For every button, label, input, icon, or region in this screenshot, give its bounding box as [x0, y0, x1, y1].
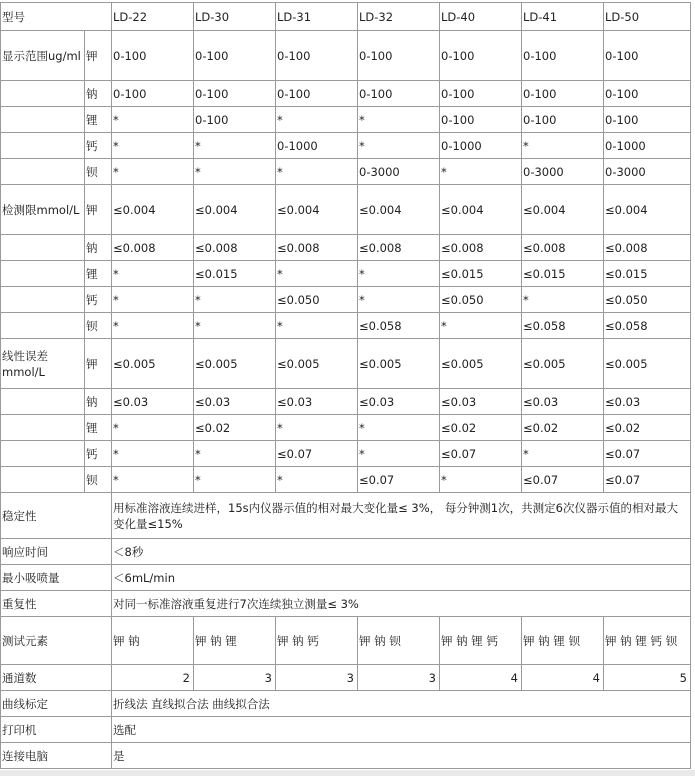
spec-value: ≤0.02	[440, 415, 522, 441]
spec-value: ≤0.050	[604, 287, 691, 313]
section-label-blank	[1, 287, 85, 313]
spec-value: *	[112, 107, 194, 133]
spec-value: ≤0.058	[604, 313, 691, 339]
spec-value: *	[194, 313, 276, 339]
table-row	[1, 185, 691, 235]
section-label-blank	[1, 313, 85, 339]
spec-value: ≤0.015	[522, 261, 604, 287]
table-row	[1, 313, 691, 339]
spec-value: ≤0.03	[522, 389, 604, 415]
spec-value: ≤0.03	[604, 389, 691, 415]
spec-value: *	[276, 467, 358, 493]
element-label: 锂	[85, 415, 112, 441]
element-label: 钙	[85, 133, 112, 159]
spec-value: ≤0.005	[522, 339, 604, 389]
repeatability-row	[1, 591, 691, 617]
min-absorption-label: 最小吸喷量	[1, 565, 112, 591]
table-row	[1, 235, 691, 261]
spec-value: ≤0.02	[604, 415, 691, 441]
spec-table	[0, 2, 691, 769]
element-label: 钡	[85, 313, 112, 339]
spec-value: 0-100	[112, 31, 194, 81]
spec-value: 0-100	[112, 81, 194, 107]
spec-value: ≤0.008	[522, 235, 604, 261]
test-elements-value: 钾 钠 锂	[194, 617, 276, 665]
section-label-blank	[1, 467, 85, 493]
response-time-value: ＜8秒	[112, 539, 691, 565]
spec-table-body	[1, 3, 691, 769]
spec-value: 0-1000	[276, 133, 358, 159]
spec-value: *	[194, 441, 276, 467]
printer-row	[1, 717, 691, 743]
test-elements-value: 钾 钠	[112, 617, 194, 665]
spec-value: ≤0.005	[440, 339, 522, 389]
test-elements-value: 钾 钠 钡	[358, 617, 440, 665]
spec-value: ≤0.03	[276, 389, 358, 415]
spec-value: ≤0.03	[194, 389, 276, 415]
spec-value: *	[358, 133, 440, 159]
section-label-blank	[1, 81, 85, 107]
repeatability-value: 对同一标准溶液重复进行7次连续独立测量≤ 3%	[112, 591, 691, 617]
spec-value: 0-100	[194, 31, 276, 81]
element-label: 钙	[85, 287, 112, 313]
printer-label: 打印机	[1, 717, 112, 743]
spec-value: *	[112, 467, 194, 493]
element-label: 钙	[85, 441, 112, 467]
spec-value: 0-100	[358, 81, 440, 107]
spec-value: ≤0.07	[358, 467, 440, 493]
spec-value: *	[522, 441, 604, 467]
spec-value: ≤0.03	[112, 389, 194, 415]
test-elements-value: 钾 钠 锂 钙	[440, 617, 522, 665]
spec-value: *	[194, 159, 276, 185]
model-name: LD-22	[112, 3, 194, 31]
spec-value: *	[358, 107, 440, 133]
channels-value: 4	[522, 665, 604, 691]
spec-value: ≤0.008	[194, 235, 276, 261]
element-label: 钠	[85, 81, 112, 107]
spec-value: ≤0.005	[112, 339, 194, 389]
spec-value: *	[112, 261, 194, 287]
spec-value: ≤0.004	[604, 185, 691, 235]
element-label: 钾	[85, 185, 112, 235]
spec-value: 0-100	[440, 31, 522, 81]
spec-value: 0-3000	[604, 159, 691, 185]
section-label: 显示范围ug/ml	[1, 31, 85, 81]
model-name: LD-41	[522, 3, 604, 31]
table-row	[1, 287, 691, 313]
model-name: LD-50	[604, 3, 691, 31]
table-row	[1, 31, 691, 81]
channels-row	[1, 665, 691, 691]
spec-value: 0-100	[604, 31, 691, 81]
test-elements-value: 钾 钠 锂 钡	[522, 617, 604, 665]
element-label: 钡	[85, 467, 112, 493]
section-label: 线性误差mmol/L	[1, 339, 85, 389]
spec-value: 0-1000	[604, 133, 691, 159]
section-label-blank	[1, 415, 85, 441]
spec-value: 0-100	[276, 31, 358, 81]
min-absorption-row	[1, 565, 691, 591]
spec-value: 0-100	[522, 107, 604, 133]
spec-value: ≤0.015	[194, 261, 276, 287]
element-label: 钠	[85, 389, 112, 415]
spec-value: *	[112, 313, 194, 339]
spec-value: ≤0.02	[522, 415, 604, 441]
spec-value: *	[112, 287, 194, 313]
model-name: LD-40	[440, 3, 522, 31]
spec-value: *	[194, 287, 276, 313]
table-row	[1, 159, 691, 185]
spec-value: *	[112, 133, 194, 159]
element-label: 锂	[85, 261, 112, 287]
spec-value: *	[112, 159, 194, 185]
spec-value: *	[276, 261, 358, 287]
spec-value: ≤0.058	[358, 313, 440, 339]
spec-value: *	[440, 313, 522, 339]
spec-value: ≤0.015	[604, 261, 691, 287]
element-label: 钡	[85, 159, 112, 185]
section-label-blank	[1, 441, 85, 467]
table-row	[1, 107, 691, 133]
spec-value: ≤0.02	[194, 415, 276, 441]
spec-value: 0-100	[358, 31, 440, 81]
test-elements-label: 测试元素	[1, 617, 112, 665]
spec-value: ≤0.005	[358, 339, 440, 389]
spec-value: ≤0.03	[440, 389, 522, 415]
spec-value: 0-100	[522, 31, 604, 81]
min-absorption-value: ＜6mL/min	[112, 565, 691, 591]
element-label: 锂	[85, 107, 112, 133]
spec-value: ≤0.005	[604, 339, 691, 389]
spec-value: *	[276, 107, 358, 133]
channels-value: 5	[604, 665, 691, 691]
spec-value: ≤0.07	[604, 441, 691, 467]
model-name: LD-32	[358, 3, 440, 31]
spec-value: ≤0.004	[112, 185, 194, 235]
spec-value: ≤0.050	[276, 287, 358, 313]
spec-value: ≤0.07	[440, 441, 522, 467]
channels-value: 4	[440, 665, 522, 691]
section-label-blank	[1, 159, 85, 185]
spec-value: *	[358, 261, 440, 287]
table-row	[1, 415, 691, 441]
spec-value: ≤0.015	[440, 261, 522, 287]
spec-value: *	[522, 287, 604, 313]
spec-value: ≤0.008	[358, 235, 440, 261]
spec-value: ≤0.07	[604, 467, 691, 493]
spec-value: ≤0.07	[522, 467, 604, 493]
channels-value: 3	[358, 665, 440, 691]
stability-value: 用标准溶液连续进样，15s内仪器示值的相对最大变化量≤ 3%， 每分钟测1次，共测定6次仪器示值的相对最大变化量≤15%	[112, 493, 691, 539]
spec-value: *	[112, 441, 194, 467]
spec-value: 0-100	[194, 81, 276, 107]
spec-value: ≤0.058	[522, 313, 604, 339]
spec-value: 0-3000	[522, 159, 604, 185]
test-elements-row	[1, 617, 691, 665]
spec-value: *	[358, 287, 440, 313]
model-name: LD-31	[276, 3, 358, 31]
pc-value: 是	[112, 743, 691, 769]
spec-value: ≤0.008	[276, 235, 358, 261]
spec-value: ≤0.004	[276, 185, 358, 235]
spec-value: ≤0.008	[112, 235, 194, 261]
section-label-blank	[1, 133, 85, 159]
spec-value: 0-100	[522, 81, 604, 107]
test-elements-value: 钾 钠 锂 钙 钡	[604, 617, 691, 665]
element-label: 钠	[85, 235, 112, 261]
spec-value: *	[276, 313, 358, 339]
calibration-row	[1, 691, 691, 717]
table-row	[1, 133, 691, 159]
pc-label: 连接电脑	[1, 743, 112, 769]
calibration-label: 曲线标定	[1, 691, 112, 717]
spec-value: 0-100	[440, 107, 522, 133]
spec-value: 0-100	[276, 81, 358, 107]
calibration-value: 折线法 直线拟合法 曲线拟合法	[112, 691, 691, 717]
table-row	[1, 261, 691, 287]
spec-value: *	[440, 467, 522, 493]
spec-value: *	[276, 415, 358, 441]
spec-value: 0-100	[604, 107, 691, 133]
spec-value: 0-100	[604, 81, 691, 107]
spec-value: *	[112, 415, 194, 441]
spec-value: *	[440, 159, 522, 185]
spec-value: *	[358, 415, 440, 441]
spec-value: ≤0.005	[276, 339, 358, 389]
spec-value: 0-3000	[358, 159, 440, 185]
section-label: 检测限mmol/L	[1, 185, 85, 235]
spec-value: ≤0.07	[276, 441, 358, 467]
spec-value: *	[276, 159, 358, 185]
spec-value: ≤0.004	[358, 185, 440, 235]
spec-value: *	[194, 467, 276, 493]
spec-value: 0-100	[440, 81, 522, 107]
section-label-blank	[1, 261, 85, 287]
stability-row	[1, 493, 691, 539]
channels-value: 2	[112, 665, 194, 691]
element-label: 钾	[85, 31, 112, 81]
spec-value: ≤0.03	[358, 389, 440, 415]
spec-value: 0-100	[194, 107, 276, 133]
spec-value: *	[522, 133, 604, 159]
table-row	[1, 339, 691, 389]
channels-value: 3	[194, 665, 276, 691]
spec-value: ≤0.050	[440, 287, 522, 313]
spec-value: ≤0.004	[194, 185, 276, 235]
section-label-blank	[1, 389, 85, 415]
table-row	[1, 441, 691, 467]
printer-value: 选配	[112, 717, 691, 743]
repeatability-label: 重复性	[1, 591, 112, 617]
header-row	[1, 3, 691, 31]
spec-value: ≤0.008	[440, 235, 522, 261]
pc-row	[1, 743, 691, 769]
table-row	[1, 467, 691, 493]
model-name: LD-30	[194, 3, 276, 31]
element-label: 钾	[85, 339, 112, 389]
model-header-label: 型号	[1, 3, 112, 31]
table-row	[1, 389, 691, 415]
spec-value: ≤0.004	[522, 185, 604, 235]
spec-value: *	[358, 441, 440, 467]
spec-value: ≤0.008	[604, 235, 691, 261]
spec-value: ≤0.005	[194, 339, 276, 389]
channels-label: 通道数	[1, 665, 112, 691]
spec-value: ≤0.004	[440, 185, 522, 235]
bottom-scroll-bar	[0, 770, 695, 776]
response-time-row	[1, 539, 691, 565]
spec-value: 0-1000	[440, 133, 522, 159]
section-label-blank	[1, 235, 85, 261]
test-elements-value: 钾 钠 钙	[276, 617, 358, 665]
spec-value: *	[194, 133, 276, 159]
channels-value: 3	[276, 665, 358, 691]
section-label-blank	[1, 107, 85, 133]
stability-label: 稳定性	[1, 493, 112, 539]
table-row	[1, 81, 691, 107]
response-time-label: 响应时间	[1, 539, 112, 565]
